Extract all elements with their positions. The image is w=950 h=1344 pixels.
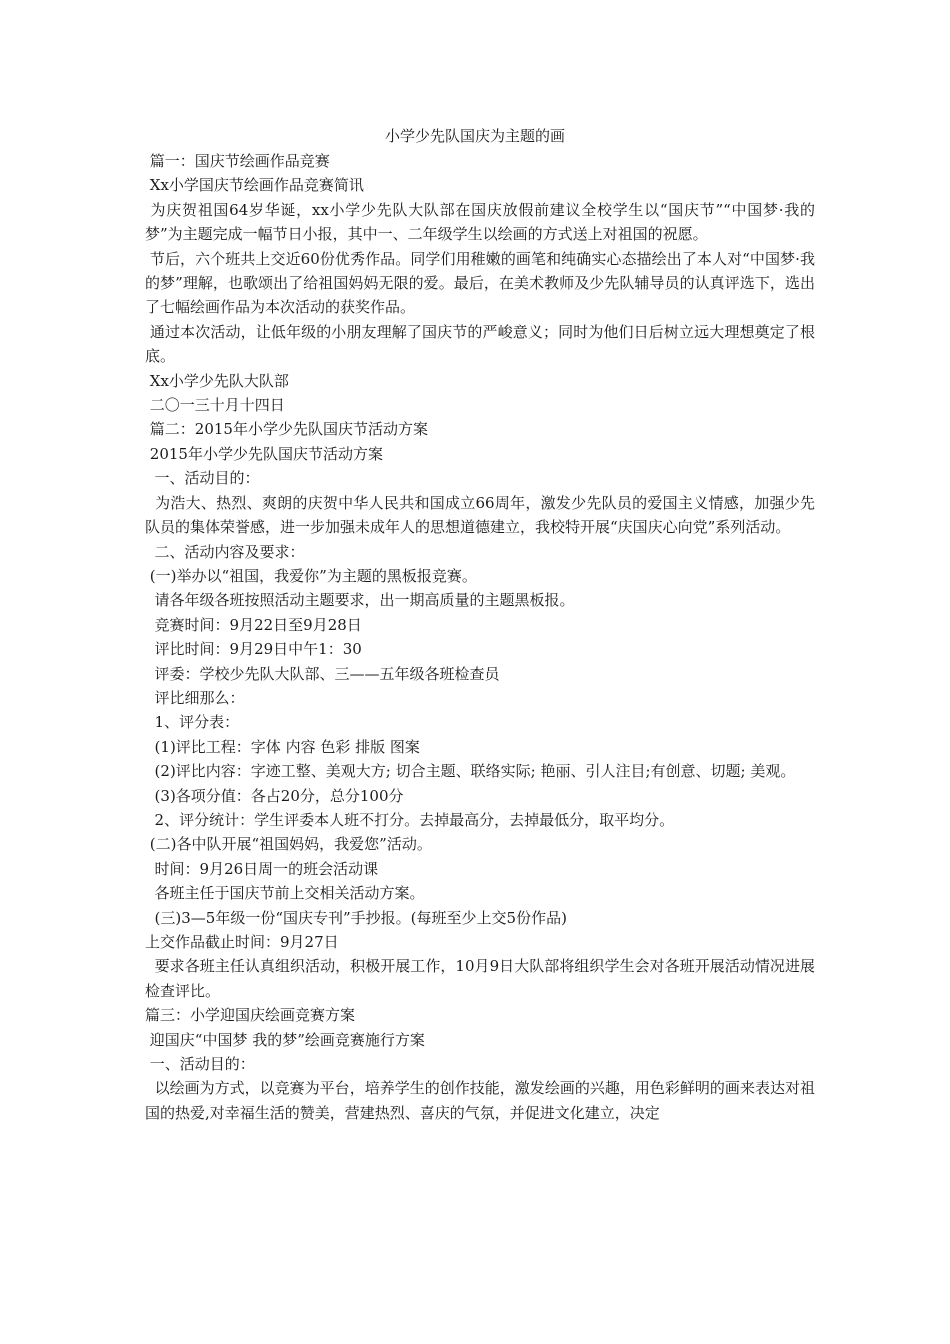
paragraph: 评比时间：9月29日中午1：30 [145, 640, 362, 659]
paragraph: 评委：学校少先队大队部、三——五年级各班检查员 [145, 664, 500, 683]
paragraph: 上交作品截止时间：9月27日 [145, 933, 339, 951]
paragraph: 2015年小学少先队国庆节活动方案 [145, 444, 383, 463]
paragraph: 一、活动目的： [145, 1055, 255, 1074]
paragraph: Xx小学国庆节绘画作品竞赛简讯 [145, 176, 364, 195]
paragraph: 竞赛时间：9月22日至9月28日 [145, 615, 362, 634]
paragraph: 篇二：2015年小学少先队国庆节活动方案 [145, 420, 428, 439]
paragraph: 以绘画为方式，以竞赛为平台，培养学生的创作技能，激发绘画的兴趣，用色彩鲜明的画来表达对祖国的热爱,对幸福生活的赞美，营建热烈、喜庆的气氛，并促进文化建立，决定 [145, 1079, 815, 1122]
paragraph: 节后，六个班共上交近60份优秀作品。同学们用稚嫩的画笔和纯确实心态描绘出了本人对“中国梦·我的梦”理解，也歌颂出了给祖国妈妈无限的爱。最后，在美术教师及少先队辅导员的认真评选下，选出了七幅绘画作品为本次活动的获奖作品。 [145, 249, 815, 317]
paragraph: 迎国庆“中国梦 我的梦”绘画竞赛施行方案 [145, 1030, 425, 1049]
paragraph: (3)各项分值：各占20分，总分100分 [145, 786, 404, 805]
paragraph: 时间：9月26日周一的班会活动课 [145, 859, 379, 878]
paragraph: 请各年级各班按照活动主题要求，出一期高质量的主题黑板报。 [145, 591, 575, 610]
paragraph: 为浩大、热烈、爽朗的庆贺中华人民共和国成立66周年，激发少先队员的爱国主义情感，加强少先队员的集体荣誉感，进一步加强未成年人的思想道德建立，我校特开展“庆国庆心向党”系列活动。 [145, 493, 815, 537]
paragraph: (三)3—5年级一份“国庆专刊”手抄报。(每班至少上交5份作品) [145, 908, 567, 927]
paragraph: 为庆贺祖国64岁华诞，xx小学少先队大队部在国庆放假前建议全校学生以“国庆节”“中国梦·我的梦”为主题完成一幅节日小报，其中一、二年级学生以绘画的方式送上对祖国的祝愿。 [145, 200, 815, 244]
paragraph: (1)评比工程：字体 内容 色彩 排版 图案 [145, 737, 420, 756]
paragraph: 2、评分统计：学生评委本人班不打分。去掉最高分，去掉最低分，取平均分。 [145, 810, 675, 829]
paragraph: (一)举办以“祖国，我爱你”为主题的黑板报竞赛。 [145, 566, 477, 585]
paragraph: Xx小学少先队大队部 [145, 371, 289, 390]
document-body [145, 149, 815, 1125]
paragraph: 各班主任于国庆节前上交相关活动方案。 [145, 884, 425, 903]
paragraph: 通过本次活动，让低年级的小朋友理解了国庆节的严峻意义；同时为他们日后树立远大理想奠定了根底。 [145, 322, 815, 366]
paragraph: 1、评分表： [145, 713, 240, 732]
paragraph: 要求各班主任认真组织活动，积极开展工作，10月9日大队部将组织学生会对各班开展活动情况进展检查评比。 [145, 957, 815, 1000]
paragraph: 评比细那么： [145, 688, 245, 707]
paragraph: 篇一：国庆节绘画作品竞赛 [145, 152, 330, 170]
document-title: 小学少先队国庆为主题的画 [384, 127, 565, 145]
paragraph: 一、活动目的： [145, 469, 260, 488]
paragraph: 二〇一三十月十四日 [145, 396, 285, 415]
paragraph: 篇三：小学迎国庆绘画竞赛方案 [145, 1006, 356, 1025]
paragraph: 二、活动内容及要求： [145, 542, 305, 561]
paragraph: (二)各中队开展“祖国妈妈，我爱您”活动。 [145, 835, 432, 854]
paragraph: (2)评比内容：字迹工整、美观大方; 切合主题、联络实际; 艳丽、引人注目;有创意、切题; 美观。 [145, 762, 796, 781]
